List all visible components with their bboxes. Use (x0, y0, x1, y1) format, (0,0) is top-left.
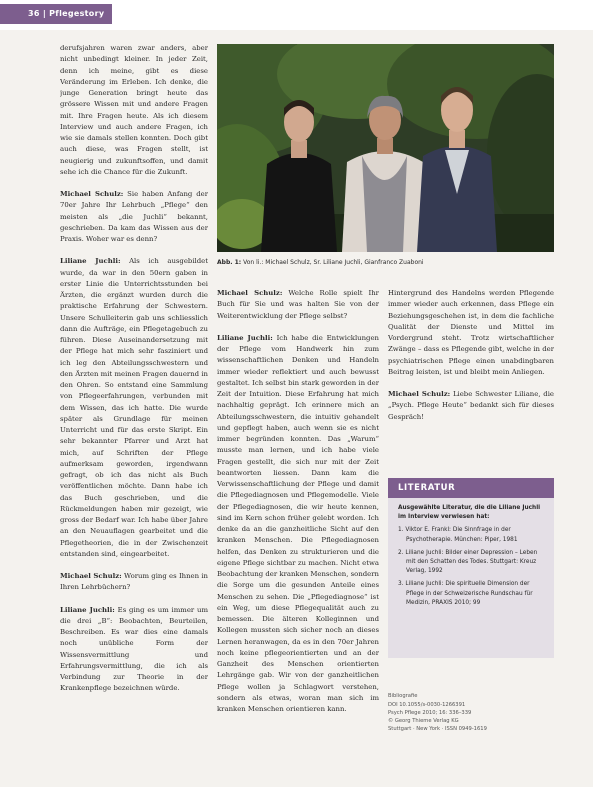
paragraph-continuation: Hintergrund des Handelns werden Pflegende immer wieder auch erkennen, dass Pflege ein Beziehungsgeschehen ist, in dem die fachliche Qualität der Dienste und Mittel im Vordergrund steht. Trotz wirtschaftlicher Zwänge – dass es Pflegende gibt, welche in der psychiatrischen Pflege einen unabdingbaren Beitrag leisten, ist und bleibt mein Anliegen. (388, 289, 554, 376)
bibliography-meta (388, 692, 554, 733)
speaker-name: Michael Schulz: (60, 190, 124, 198)
interview-photo (217, 44, 554, 252)
answer-text: Ich habe die Entwicklungen der Pflege vom Handwerk hin zum wissenschaftlichen Denken und Handeln immer wieder reflektiert und auch bewusst gestaltet. Ich selbst bin stark geworden in der Zeit der Intuition. Diese Erfahrung hat mich nachhaltig geprägt. Ich erinnere mich an Abteilungsschwestern, die intuitiv gehandelt und gepflegt haben, auch wenn sie es nicht immer begründen konnten. Das „Warum“ musste man lernen, und ich habe viele Fragen gestellt, die sich nur mit der Zeit beantworten liessen. Dann kam die Verwissenschaftlichung der Pflege und damit die Pflegediagnosen und Pflegemodelle. Viele der Pflegediagnosen, die wir heute kennen, sind im Kern schon früher gelebt worden. Ich denke da an die ganzheitliche Sicht auf den kranken Menschen. Die Pflegediagnosen helfen, das Denken zu strukturieren und die eigene Pflege sichtbar zu machen. Nicht etwa Beobachtung der kranken Menschen, sondern die Sorge um die gesunden Anteile eines Menschen zu sehen. Die „Pflegediagnose“ ist ein Weg, um diese Pflegequalität auch zu bemessen. Die älteren Kolleginnen und Kollegen mussten sich sicher noch an dieses Lernen heranwagen, da es in den 70er Jahren noch keine pflegeorientierten und an der Ganzheit des Menschen orientierten Lehrgänge gab. Wir von der ganzheitlichen Pflege wollen ja Schlagwort verstehen, sondern als etwas, woran man sich im kranken Menschen orientieren kann. (217, 333, 379, 713)
photo-caption (217, 258, 554, 267)
interview-question (60, 571, 208, 594)
bibliography-line: Psych Pflege 2010; 16: 336–339 (388, 710, 472, 716)
literature-header: LITERATUR (388, 478, 554, 498)
literature-item: 3. Liliane Juchli: Die spirituelle Dimension der Pflege in der Schweizerische Rundschau für Medizin, PRAXIS 2010; 99 (398, 581, 533, 606)
literature-body (388, 498, 554, 608)
photo-illustration (217, 44, 554, 252)
speaker-name: Michael Schulz: (217, 289, 283, 297)
bibliography-line: © Georg Thieme Verlag KG (388, 718, 459, 724)
paragraph-intro: derufsjahren waren zwar anders, aber nicht unbedingt kleiner. In jeder Zeit, denn ich meine, gibt es diese Veränderung im Erleben. Ich denke, die junge Generation bringt heute das grössere Wissen mit und andere Fragen mit. Ihre Fragen heute. Als ich diesem Interview und auch andere Fragen, ich wie sie damals stellen konnten. Doch gibt auch diese, was Fragen stellt, ist neugierig und zukunftsoffen, und damit sehe ich die Chance für die Zukunft. (60, 44, 208, 176)
caption-label: Abb. 1: (217, 259, 242, 266)
bibliography-line: Stuttgart · New York · ISSN 0949-1619 (388, 726, 487, 732)
literature-box (388, 478, 554, 658)
speaker-name: Michael Schulz: (60, 572, 122, 580)
page-header (0, 0, 593, 30)
interview-question (388, 389, 554, 423)
caption-text: Von li.: Michael Schulz, Sr. Liliane Juchli, Gianfranco Zuaboni (243, 259, 424, 266)
column-left (60, 43, 208, 778)
interview-answer (60, 605, 208, 695)
speaker-name: Liliane Juchli: (60, 257, 121, 266)
question-text: Sie haben Anfang der 70er Jahre Ihr Lehrbuch „Pflege“ den meisten als „die Juchli“ bekannt, geschrieben. Da kam das Wissen aus der Praxis. Woher war es denn? (60, 190, 208, 243)
literature-list (398, 526, 546, 608)
interview-answer (60, 256, 208, 560)
interview-answer (217, 333, 379, 716)
section-label: 36 | Pflegestory (0, 4, 112, 24)
question-text: Worum ging es Ihnen in Ihren Lehrbüchern? (60, 572, 208, 592)
interview-question (60, 189, 208, 245)
interview-question (217, 288, 379, 322)
column-right (388, 288, 554, 468)
question-text: Liebe Schwester Liliane, die „Psych. Pflege Heute“ bedankt sich für dieses Gespräch! (388, 390, 554, 421)
literature-intro: Ausgewählte Literatur, die die Liliane Juchli im Interview verwiesen hat: (398, 505, 541, 521)
answer-text: Als ich ausgebildet wurde, da war in den 50ern gaben in erster Linie die Unterrichtsstunden bei Ärzten, die ergänzt wurden durch die praktische Erfahrung der Schwestern. Unsere Schulleiterin gab uns schliesslich dann die Aufträge, ein Pflegetagebuch zu führen. Diese Auseinandersetzung mit der Pflege hat mich sehr fasziniert und ich leg den Abteilungsschwestern und den Ärzten mit meinen Fragen dauernd in den Ohren. So entstand eine Sammlung von Pflegeerfahrungen, verbunden mit dem Wissen, das ich hatte. Die wurde später als Grundlage für meinen Unterricht und für das erste Skript. Ein sehr bekannter Pfarrer und Arzt hat mich, auf Schriften der Pflege aufmerksam geworden, irgendwann gefragt, ob ich das nicht als Buch veröffentlichen möchte. Dann habe ich das Buch geschrieben, und die Rückmeldungen haben mir gezeigt, wie gross der Bedarf war. Ich habe über Jahre an den Neuauflagen gearbeitet und die Pflegetheorien, die in der Zwischenzeit entstanden sind, eingearbeitet. (60, 257, 208, 558)
speaker-name: Michael Schulz: (388, 390, 451, 398)
column-middle (217, 288, 379, 778)
bibliography-title: Bibliografie (388, 693, 418, 699)
speaker-name: Liliane Juchli: (60, 605, 115, 614)
question-text: Welche Rolle spielt Ihr Buch für Sie und was halten Sie von der Weiterentwicklung der Pflege selbst? (217, 289, 379, 320)
answer-text: Es ging es um immer um die drei „B“: Beobachten, Beurteilen, Beschreiben. Es war dies eine damals noch unübliche Form der Wissensvermittlung und Erfahrungsvermittlung, die ich als Verbindung zur Theorie in der Krankenpflege bezeichnen würde. (60, 605, 208, 693)
literature-item: 2. Liliane Juchli: Bilder einer Depression – Leben mit den Schatten des Todes. Stuttgart: Kreuz Verlag, 1992 (398, 549, 538, 575)
speaker-name: Liliane Juchli: (217, 333, 273, 342)
bibliography-line: DOI 10.1055/s-0030-1266391 (388, 702, 466, 708)
literature-item: 1. Viktor E. Frankl: Die Sinnfrage in der Psychotherapie. München: Piper, 1981 (398, 527, 518, 543)
